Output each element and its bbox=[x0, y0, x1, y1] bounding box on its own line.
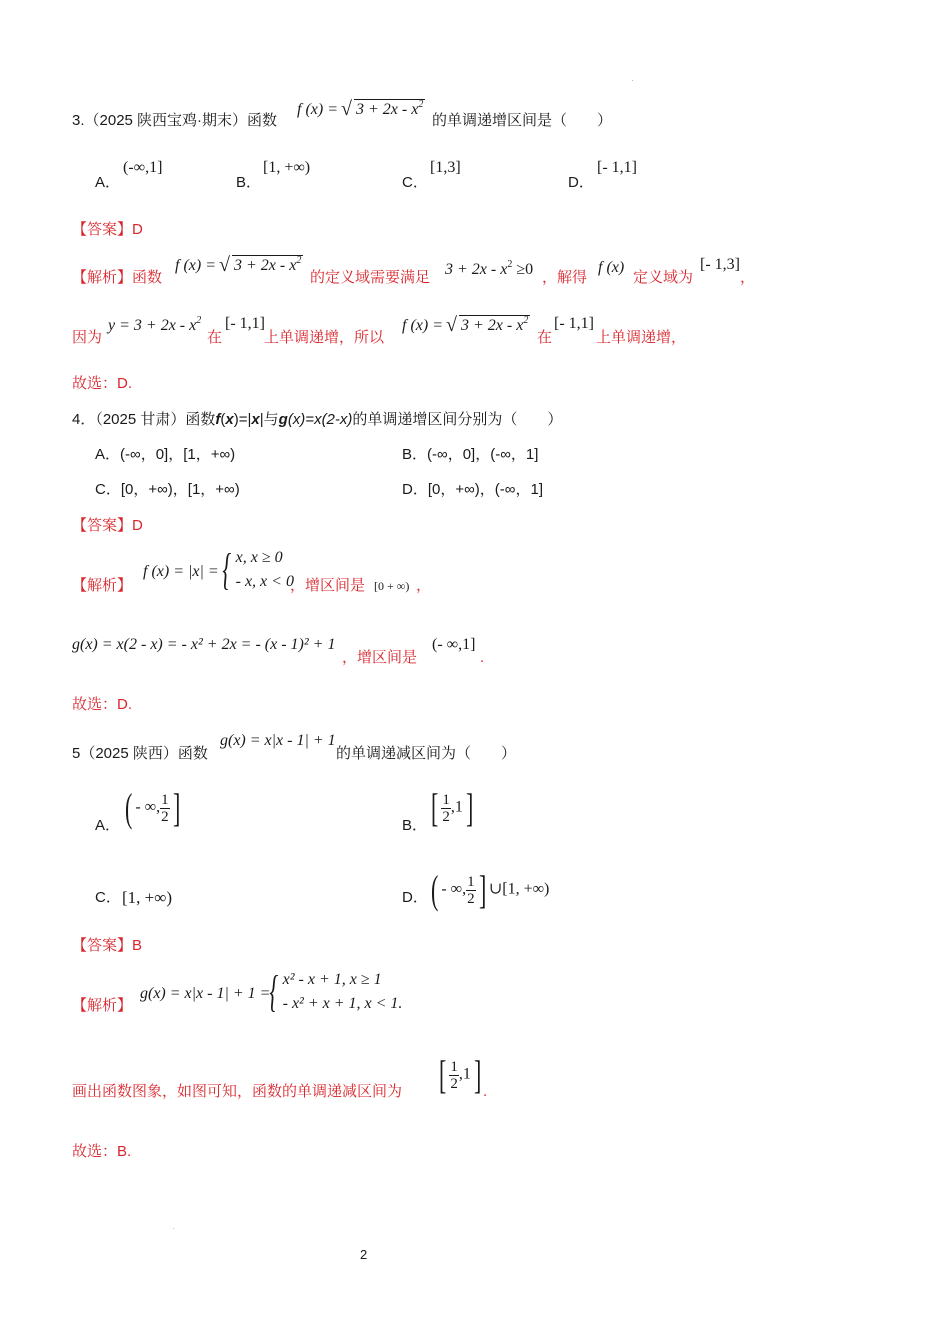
q4-analysis-inc-end: ， bbox=[416, 577, 432, 594]
q3-analysis-tag: 【解析】 bbox=[72, 269, 133, 286]
q3-stem-suffix: 的单调递增区间是（ ） bbox=[432, 112, 613, 129]
q3-y-expression: y = 3 + 2x - x bbox=[108, 317, 197, 334]
q4-stem-abs-open: )=| bbox=[233, 411, 252, 428]
q3-option-d-label: D． bbox=[568, 174, 594, 191]
q5-d-left-paren: ( bbox=[430, 867, 439, 912]
q3-analysis-inequality: $3 + 2x - x^2 \ge 0$ bbox=[445, 259, 534, 278]
q5-a-pre: - ∞, bbox=[135, 798, 161, 816]
q4-stem-x2: x bbox=[251, 411, 260, 428]
q3-option-a-math: (-∞,1] bbox=[123, 159, 163, 176]
q3-analysis-text: 函数 bbox=[132, 269, 163, 286]
q5-draw-num: 1 bbox=[450, 1058, 458, 1075]
q4-case-1: x, x ≥ 0 bbox=[235, 549, 283, 566]
q5-analysis-gx: g(x) = x|x - 1| + 1 = bbox=[140, 985, 271, 1002]
q5-choose: 故选：B. bbox=[72, 1143, 132, 1160]
q5-b-num: 1 bbox=[442, 791, 450, 808]
page-number: 2 bbox=[360, 1247, 368, 1262]
q5-option-d-math bbox=[428, 867, 550, 912]
q4-case-2: - x, x < 0 bbox=[235, 573, 294, 590]
q4-option-c: C．[0，+∞)，[1，+∞) bbox=[95, 481, 240, 498]
q4-analysis-g-inc-label: ，增区间是 bbox=[342, 649, 418, 666]
q3-analysis-interval-a: [- 1,1] bbox=[225, 315, 265, 332]
q3-option-b-math: [1, +∞) bbox=[263, 159, 311, 176]
q5-analysis-cases bbox=[265, 968, 402, 1016]
q4-option-a: A．(-∞，0]，[1，+∞) bbox=[95, 446, 236, 463]
q5-draw-left-bracket: [ bbox=[438, 1052, 447, 1097]
q3-analysis-in: 在 bbox=[207, 329, 223, 346]
q3-analysis-fx: f (x) bbox=[598, 259, 625, 276]
q5-option-a-math bbox=[122, 785, 183, 830]
q3-analysis-line1 bbox=[72, 270, 162, 285]
q5-option-c-label: C． bbox=[95, 889, 121, 906]
q5-d-right-bracket: ] bbox=[478, 867, 486, 912]
q5-stem-suffix: 的单调递减区间为（ ） bbox=[336, 745, 517, 762]
q4-stem-x: x bbox=[225, 411, 234, 428]
q5-draw-den: 2 bbox=[450, 1075, 458, 1092]
q3-analysis-formula bbox=[175, 255, 303, 274]
q5-brace: { bbox=[269, 967, 279, 1016]
q5-d-pre: - ∞, bbox=[441, 880, 467, 898]
q5-option-b-math bbox=[428, 785, 476, 830]
q4-analysis-g-expr: g(x) = x(2 - x) = - x² + 2x = - (x - 1)² + 1 bbox=[72, 636, 336, 653]
q3-stem-prefix: 3.（2025 陕西宝鸡·期末）函数 bbox=[72, 112, 278, 129]
q3-radicand: 3 + 2x - x bbox=[356, 101, 419, 118]
q5-draw-post: ,1 bbox=[458, 1065, 471, 1083]
q5-d-den: 2 bbox=[467, 890, 475, 907]
q3-analysis-line2-because: 因为 bbox=[72, 329, 103, 346]
q3-analysis-increase-end: 上单调递增， bbox=[596, 329, 687, 346]
q3-option-a-label: A． bbox=[95, 174, 121, 191]
q4-analysis-inc-label: ，增区间是 bbox=[290, 577, 366, 594]
q5-analysis-tag: 【解析】 bbox=[72, 997, 133, 1014]
q5-a-left-paren: ( bbox=[124, 785, 133, 830]
q3-analysis-radicand: 3 + 2x - x bbox=[234, 257, 297, 274]
q4-option-b: B．(-∞，0]，(-∞，1] bbox=[402, 446, 539, 463]
q4-analysis-tag: 【解析】 bbox=[72, 577, 133, 594]
q5-draw-frac bbox=[449, 1059, 459, 1092]
q4-analysis-g-end: . bbox=[480, 649, 485, 666]
q5-option-b-label: B． bbox=[402, 817, 428, 834]
q5-case-1: x² - x + 1, x ≥ 1 bbox=[282, 971, 382, 988]
q5-a-frac bbox=[160, 792, 170, 825]
q5-answer: 【答案】B bbox=[72, 937, 143, 954]
q3-analysis-f-formula-2 bbox=[402, 315, 530, 334]
q3-option-d-math: [- 1,1] bbox=[597, 159, 637, 176]
q4-stem-g-expr: (x)=x(2-x) bbox=[287, 411, 353, 428]
q5-cases-block bbox=[283, 968, 403, 1016]
q5-b-frac bbox=[441, 792, 451, 825]
q5-d-frac bbox=[466, 874, 476, 907]
q5-stem-math: g(x) = x|x - 1| + 1 bbox=[220, 732, 336, 749]
q5-a-den: 2 bbox=[161, 808, 169, 825]
q3-analysis-interval-b: [- 1,1] bbox=[554, 315, 594, 332]
q3-analysis-y-formula: $y = 3 + 2x - x^2$ bbox=[108, 315, 202, 334]
q5-draw-interval bbox=[436, 1052, 484, 1097]
q5-case-2: - x² + x + 1, x < 1. bbox=[282, 995, 403, 1012]
q4-brace: { bbox=[222, 545, 232, 594]
q3-option-c-label: C． bbox=[402, 174, 428, 191]
q4-stem-open: ( bbox=[220, 411, 226, 428]
q4-stem-g: g bbox=[278, 411, 288, 428]
q4-analysis-inc-interval: [0 + ∞) bbox=[374, 579, 410, 593]
q5-a-num: 1 bbox=[161, 791, 169, 808]
scan-dot bbox=[173, 1228, 174, 1229]
q3-analysis-domain-text: 的定义域需要满足 bbox=[310, 269, 431, 286]
q4-choose: 故选：D. bbox=[72, 696, 133, 713]
q5-option-c-math: [1, +∞) bbox=[122, 888, 173, 907]
q5-b-left-bracket: [ bbox=[430, 785, 439, 830]
q5-b-post: ,1 bbox=[450, 798, 463, 816]
q5-option-d-label: D． bbox=[402, 889, 428, 906]
q5-d-post: ∪[1, +∞) bbox=[488, 880, 550, 898]
q3-sqrt: √ $3 + 2x - x^2$ bbox=[342, 102, 425, 118]
q4-analysis-g-interval: (- ∞,1] bbox=[432, 636, 476, 653]
q3-option-c-math: [1,3] bbox=[430, 159, 461, 176]
q3-inequality-lhs: 3 + 2x - x bbox=[445, 261, 508, 278]
q5-b-right-bracket: ] bbox=[465, 785, 474, 830]
q4-stem-prefix: 4．（2025 甘肃）函数 bbox=[72, 411, 216, 428]
q3-inequality-rhs: ≥0 bbox=[516, 261, 534, 278]
q3-option-b-label: B． bbox=[236, 174, 262, 191]
q3-answer: 【答案】D bbox=[72, 221, 143, 238]
q5-option-a-label: A． bbox=[95, 817, 121, 834]
q3-analysis-increase-so: 上单调递增，所以 bbox=[264, 329, 385, 346]
q3-analysis-solve: ，解得 bbox=[542, 269, 588, 286]
q3-analysis-sqrt: √ $3 + 2x - x^2$ bbox=[220, 258, 303, 274]
q3-analysis-radicand-2: 3 + 2x - x bbox=[461, 317, 524, 334]
q3-function-formula bbox=[297, 99, 425, 118]
q5-d-num: 1 bbox=[467, 873, 475, 890]
q3-analysis-domain-interval: [- 1,3] bbox=[700, 256, 740, 273]
q4-stem bbox=[72, 412, 562, 427]
q5-stem-prefix: 5（2025 陕西）函数 bbox=[72, 745, 208, 762]
q4-cases-block bbox=[236, 546, 294, 594]
q5-b-den: 2 bbox=[442, 808, 450, 825]
q4-option-d: D．[0，+∞)，(-∞，1] bbox=[402, 481, 543, 498]
q3-f-label: f (x) = bbox=[297, 101, 338, 118]
q4-stem-f: f bbox=[215, 411, 221, 428]
q4-answer: 【答案】D bbox=[72, 517, 143, 534]
scan-dot bbox=[632, 80, 633, 81]
q5-draw-right-bracket: ] bbox=[473, 1052, 482, 1097]
q5-draw-text: 画出函数图象，如图可知，函数的单调递减区间为 bbox=[72, 1083, 403, 1100]
q5-draw-end: . bbox=[483, 1083, 488, 1100]
q4-analysis-fx: f (x) = |x| = bbox=[143, 563, 219, 580]
q3-analysis-f-label: f (x) = bbox=[175, 257, 216, 274]
q3-analysis-in-2: 在 bbox=[537, 329, 553, 346]
q4-stem-suffix: 的单调递增区间分别为（ ） bbox=[352, 411, 563, 428]
q3-analysis-sqrt-2: √ $3 + 2x - x^2$ bbox=[447, 318, 530, 334]
q3-choose: 故选：D. bbox=[72, 375, 133, 392]
q3-analysis-domain-label: 定义域为 bbox=[633, 269, 694, 286]
q4-stem-abs-close: |与 bbox=[259, 411, 279, 428]
q3-analysis-comma: ， bbox=[740, 269, 756, 286]
q3-analysis-f-label-2: f (x) = bbox=[402, 317, 443, 334]
q4-analysis-cases bbox=[218, 546, 294, 594]
q3-stem bbox=[72, 113, 277, 128]
q5-a-right-bracket: ] bbox=[172, 785, 180, 830]
